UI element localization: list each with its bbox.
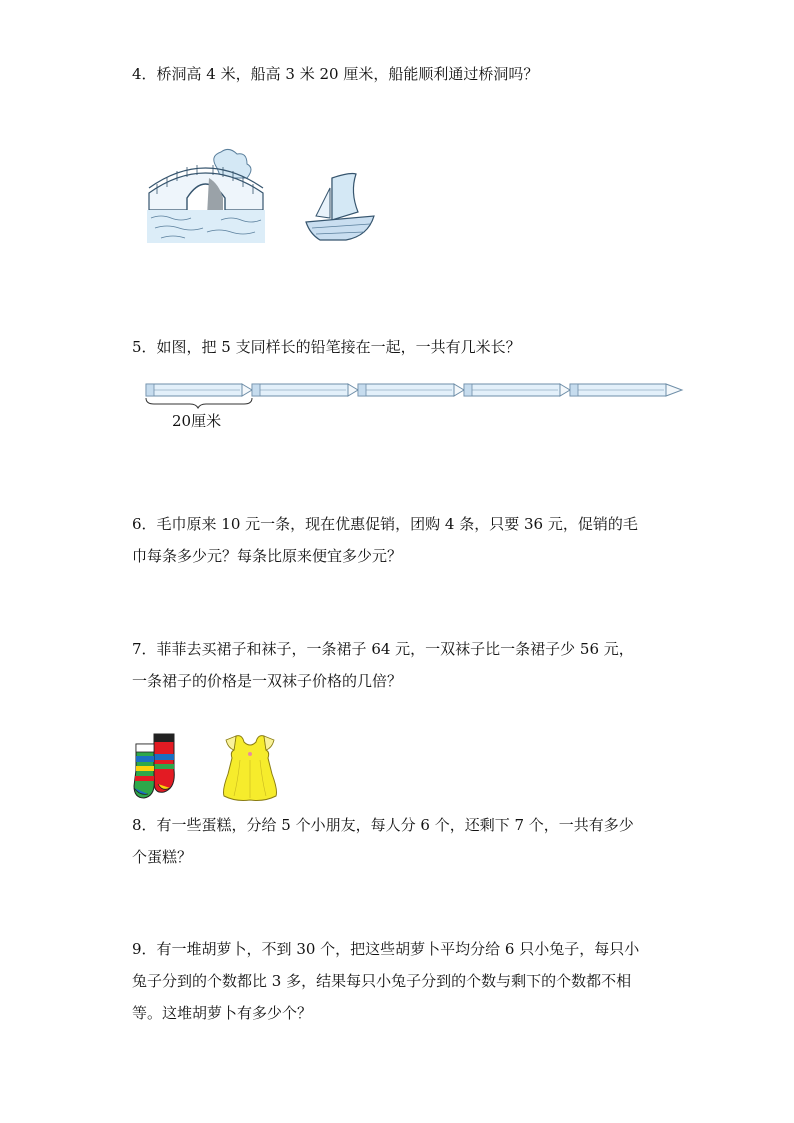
question-7-line-1: 7．菲菲去买裙子和袜子，一条裙子 64 元，一双袜子比一条裙子少 56 元， [132,640,634,658]
boat-illustration [302,170,382,245]
question-8 [132,809,634,873]
brace [146,398,252,408]
dress-illustration [220,730,280,802]
question-9 [132,933,639,1029]
question-7 [132,633,634,697]
socks-illustration [132,730,182,800]
question-8-line-1: 8．有一些蛋糕，分给 5 个小朋友，每人分 6 个，还剩下 7 个，一共有多少 [132,816,634,834]
question-6-line-1: 6．毛巾原来 10 元一条，现在优惠促销，团购 4 条，只要 36 元，促销的毛 [132,515,638,533]
bridge-illustration [147,148,265,243]
question-5-line-1: 5．如图，把 5 支同样长的铅笔接在一起，一共有几米长？ [132,338,521,356]
question-5 [132,331,521,363]
question-4 [132,58,538,90]
question-7-line-2: 一条裙子的价格是一双袜子价格的几倍？ [132,672,403,690]
pencils-figure [140,379,690,409]
question-9-line-2: 兔子分到的个数都比 3 多，结果每只小兔子分到的个数与剩下的个数都不相 [132,972,632,990]
question-8-line-2: 个蛋糕？ [132,848,193,866]
question-9-line-1: 9．有一堆胡萝卜，不到 30 个，把这些胡萝卜平均分给 6 只小兔子，每只小 [132,940,640,958]
pencil-4 [464,384,570,396]
question-9-line-3: 等。这堆胡萝卜有多少个？ [132,1004,313,1022]
pencil-3 [358,384,464,396]
pencil-5 [570,384,682,396]
pencil-2 [252,384,358,396]
question-6 [132,508,638,572]
pencil-1 [146,384,252,396]
question-6-line-2: 巾每条多少元？每条比原来便宜多少元？ [132,547,403,565]
question-4-line-1: 4．桥洞高 4 米，船高 3 米 20 厘米，船能顺利通过桥洞吗？ [132,65,539,83]
pencil-length-label: 20厘米 [172,412,222,430]
